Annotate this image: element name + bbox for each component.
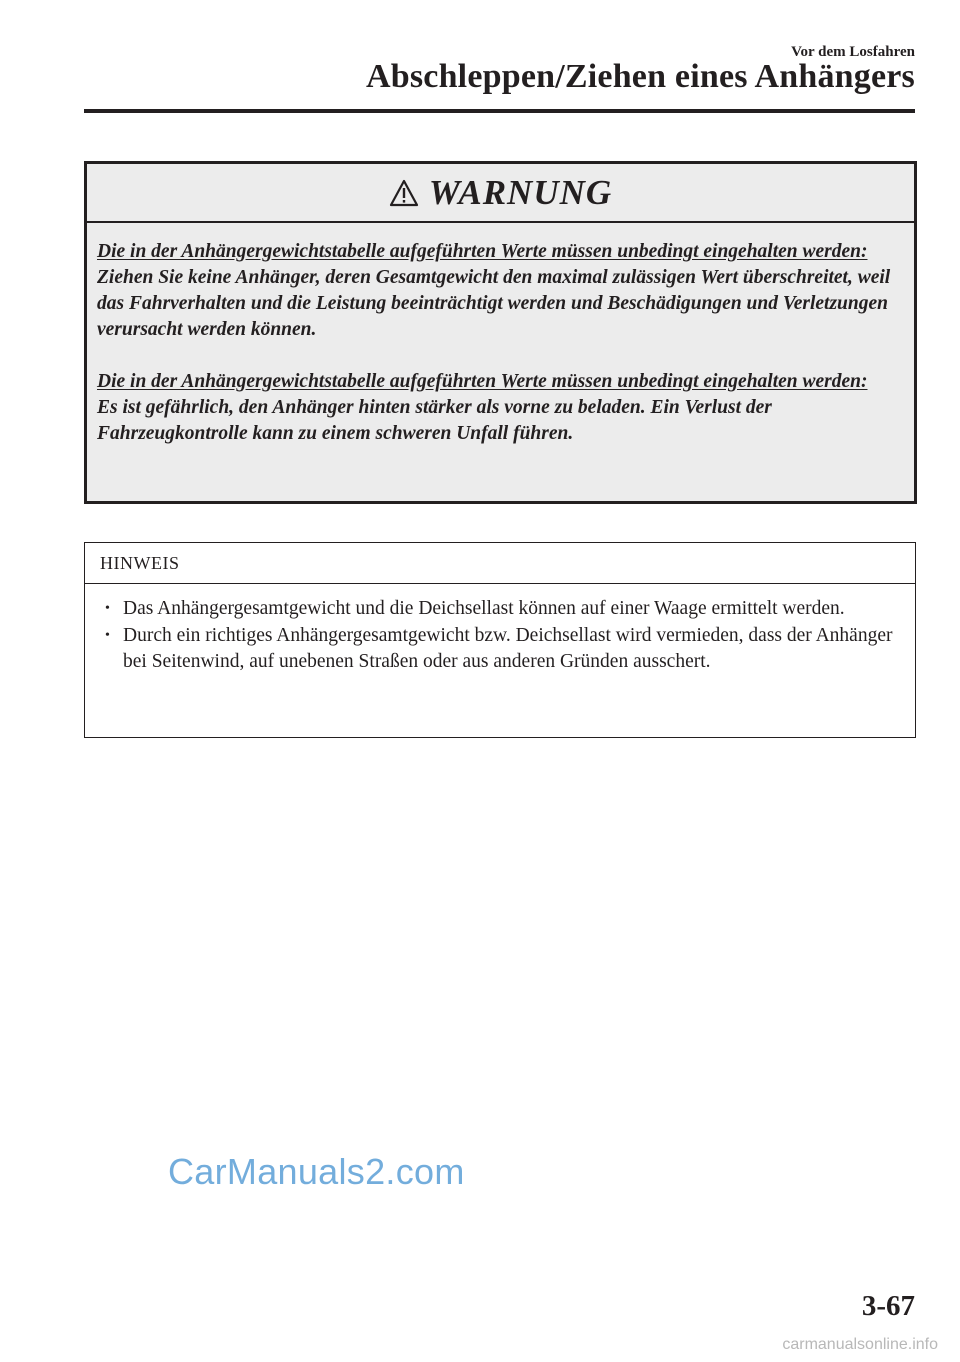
warning-body: [87, 223, 914, 447]
bullet-icon: •: [105, 601, 110, 616]
note-title: HINWEIS: [85, 543, 915, 584]
list-item: [105, 623, 895, 676]
list-item-text: Das Anhängergesamtgewicht und die Deichsellast können auf einer Waage ermittelt werden.: [123, 598, 845, 619]
warning-paragraph-text: Ziehen Sie keine Anhänger, deren Gesamtgewicht den maximal zulässigen Wert überschreitet, weil das Fahrverhalten und die Leistung beeinträchtigt werden und Beschädigungen und Verletzungen verursacht werden können.: [97, 267, 891, 340]
list-item-text: Durch ein richtiges Anhängergesamtgewicht bzw. Deichsellast wird vermieden, dass der Anhänger bei Seitenwind, auf unebenen Straßen oder aus anderen Gründen ausschert.: [123, 624, 893, 672]
page-title: Abschleppen/Ziehen eines Anhängers: [365, 58, 915, 95]
warning-box: [84, 161, 917, 504]
warning-header: [87, 164, 914, 223]
warning-triangle-icon: [389, 179, 419, 207]
warning-paragraph-heading: Die in der Anhängergewichtstabelle aufgeführten Werte müssen unbedingt eingehalten werden:: [97, 241, 868, 262]
bullet-icon: •: [105, 627, 110, 643]
header-divider: [84, 109, 915, 113]
footer-watermark: carmanualsonline.info: [782, 1336, 938, 1353]
warning-paragraph: [97, 239, 904, 343]
page-number: 3-67: [861, 1290, 915, 1322]
warning-paragraph-heading: Die in der Anhängergewichtstabelle aufgeführten Werte müssen unbedingt eingehalten werden:: [97, 371, 868, 392]
warning-paragraph-text: Es ist gefährlich, den Anhänger hinten stärker als vorne zu beladen. Ein Verlust der Fahrzeugkontrolle kann zu einem schweren Unfall führen.: [97, 397, 772, 444]
warning-paragraph: [97, 369, 904, 447]
watermark: CarManuals2.com: [168, 1151, 465, 1192]
list-item: [105, 596, 895, 623]
warning-title: WARNUNG: [428, 172, 613, 212]
note-box: [84, 542, 916, 738]
note-list: [85, 584, 915, 676]
section-label: Vor dem Losfahren: [791, 44, 915, 60]
